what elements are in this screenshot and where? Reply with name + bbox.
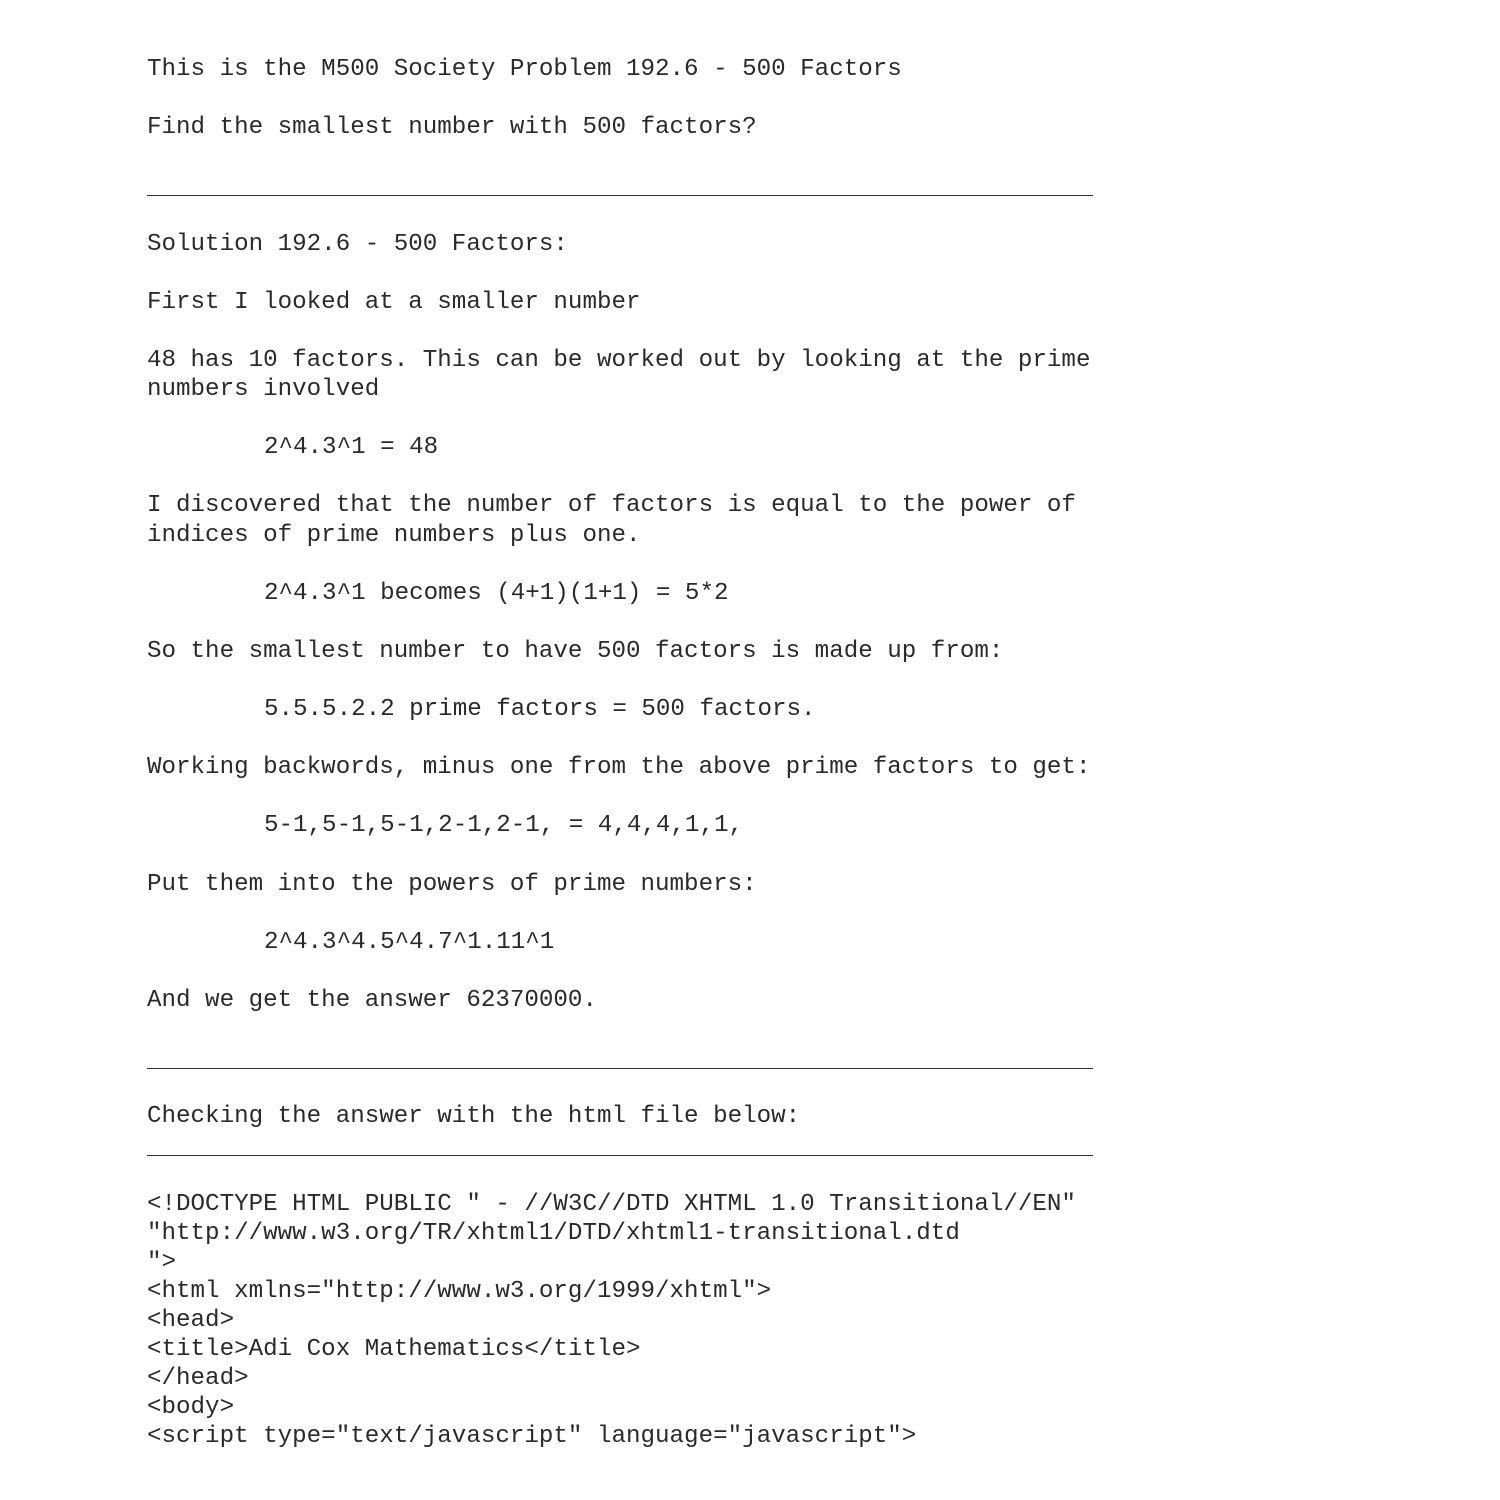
paragraph: indices of prime numbers plus one. [147,521,641,549]
code-line: </head> [147,1365,249,1393]
code-line: <body> [147,1394,235,1422]
code-line: "http://www.w3.org/TR/xhtml1/DTD/xhtml1-transitional.dtd [147,1219,960,1247]
code-line: "> [147,1248,177,1276]
code-line: <title>Adi Cox Mathematics</title> [147,1336,641,1364]
equation: 5.5.5.2.2 prime factors = 500 factors. [264,696,816,724]
paragraph: Put them into the powers of prime numbers: [147,870,757,898]
code-line: <head> [147,1307,235,1335]
divider [147,1044,1107,1073]
divider [147,1131,1107,1160]
paragraph: First I looked at a smaller number [147,288,641,316]
code-line: <!DOCTYPE HTML PUBLIC " - //W3C//DTD XHTML 1.0 Transitional//EN" [147,1190,1076,1218]
equation: 2^4.3^1 becomes (4+1)(1+1) = 5*2 [264,579,729,607]
paragraph: Working backwords, minus one from the above prime factors to get: [147,754,1091,782]
equation: 2^4.3^4.5^4.7^1.11^1 [264,928,555,956]
solution-heading: Solution 192.6 - 500 Factors: [147,230,568,258]
document [147,55,1107,1452]
check-heading: Checking the answer with the html file below: [147,1103,801,1131]
equation: 2^4.3^1 = 48 [264,434,439,462]
divider [147,171,1107,200]
equation: 5-1,5-1,5-1,2-1,2-1, = 4,4,4,1,1, [264,812,743,840]
paragraph: 48 has 10 factors. This can be worked out by looking at the prime [147,346,1091,374]
paragraph: numbers involved [147,376,380,404]
problem-title: This is the M500 Society Problem 192.6 - 500 Factors [147,56,902,83]
code-line: <script type="text/javascript" language="javascript"> [147,1423,917,1451]
code-line: <html xmlns="http://www.w3.org/1999/xhtml"> [147,1277,772,1305]
paragraph: I discovered that the number of factors is equal to the power of [147,492,1076,520]
paragraph: So the smallest number to have 500 factors is made up from: [147,637,1004,665]
problem-question: Find the smallest number with 500 factors? [147,114,757,142]
answer: And we get the answer 62370000. [147,987,597,1014]
